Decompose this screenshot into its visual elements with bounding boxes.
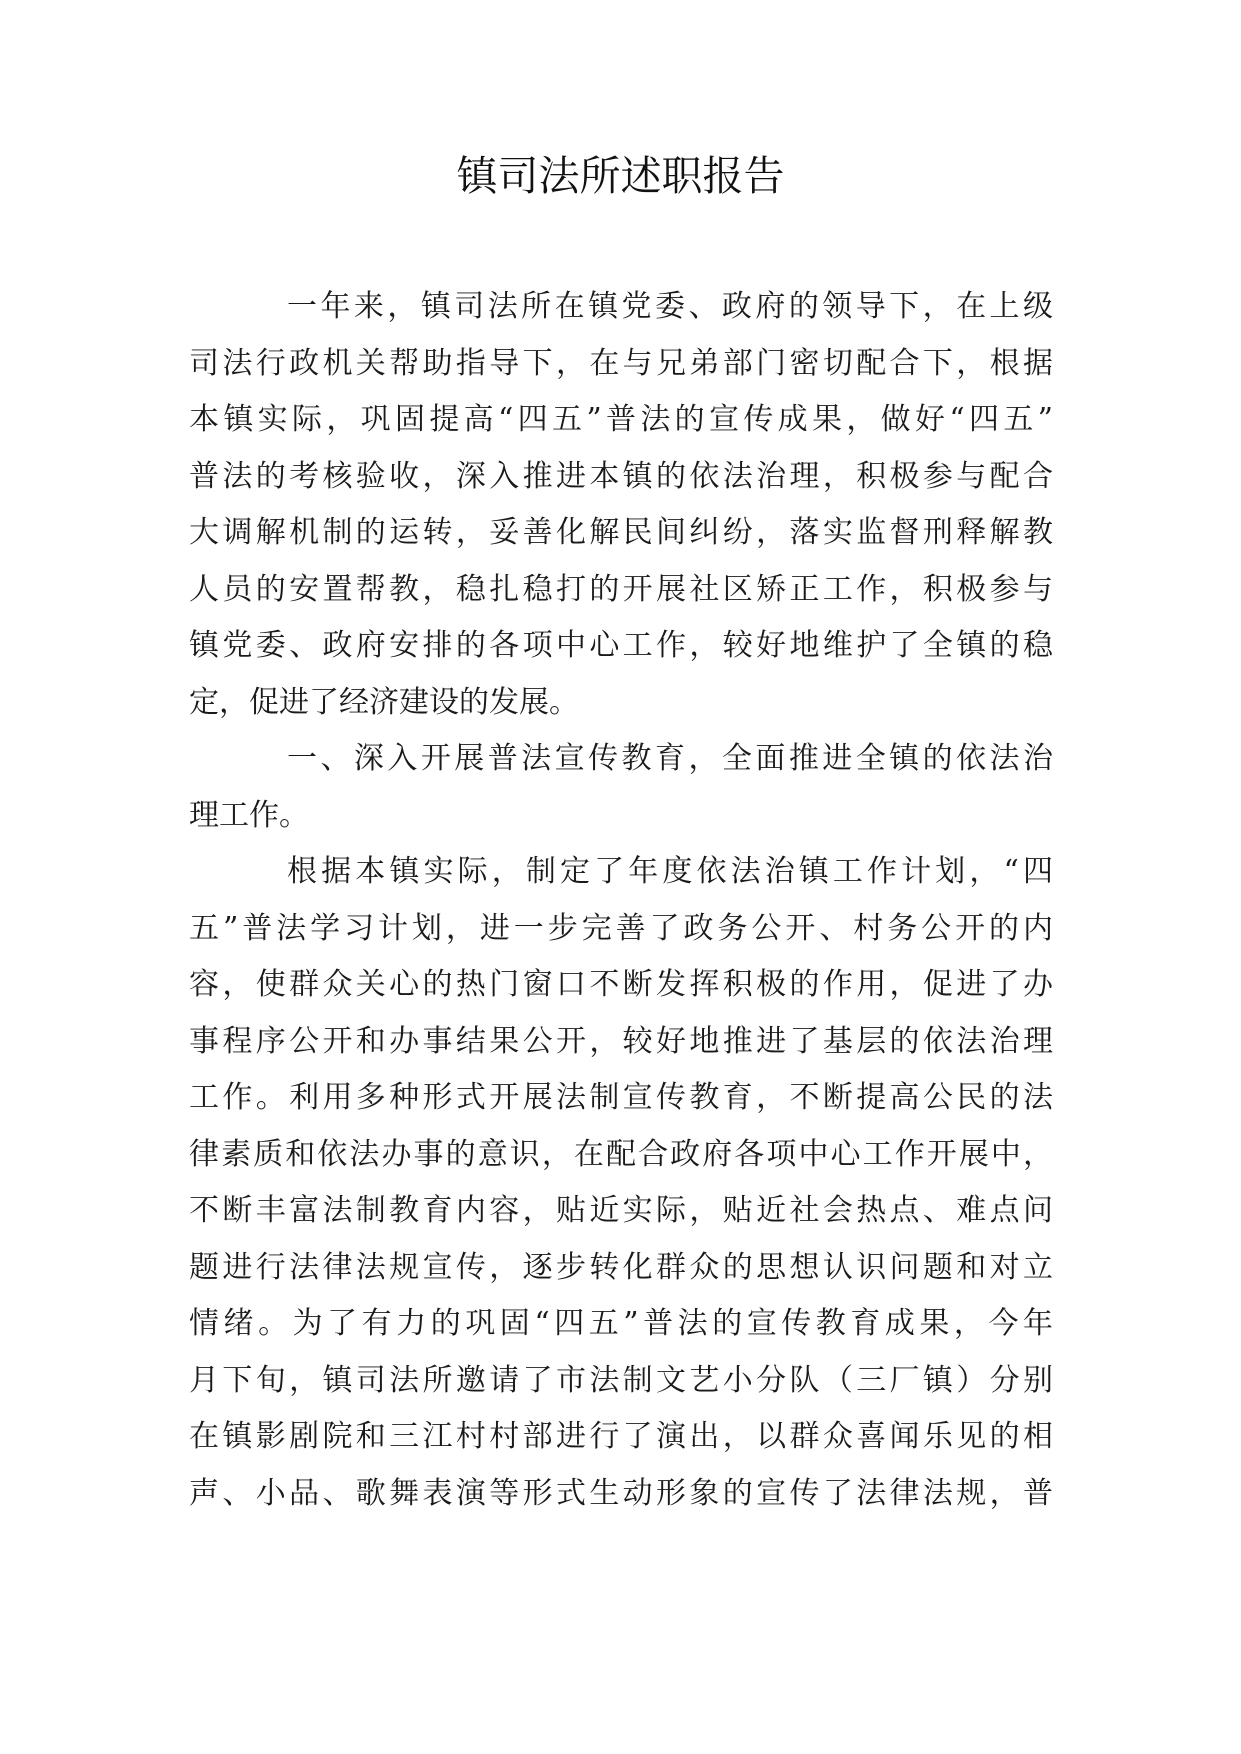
text-line: 一、深入开展普法宣传教育，全面推进全镇的依法治 [287, 741, 1053, 776]
document-title: 镇司法所述职报告 [456, 152, 785, 200]
text-line: 五”普法学习计划，进一步完善了政务公开、村务公开的内 [189, 910, 1053, 946]
text-line: 一年来，镇司法所在镇党委、政府的领导下，在上级 [287, 289, 1053, 324]
text-line: 事程序公开和办事结果公开，较好地推进了基层的依法治理 [189, 1023, 1053, 1059]
text-line: 本镇实际，巩固提高“四五”普法的宣传成果，做好“四五” [189, 402, 1053, 437]
text-line: 月下旬，镇司法所邀请了市法制文艺小分队（三厂镇）分别 [189, 1362, 1053, 1398]
text-line: 普法的考核验收，深入推进本镇的依法治理，积极参与配合 [189, 458, 1053, 494]
text-line: 不断丰富法制教育内容，贴近实际，贴近社会热点、难点问 [189, 1193, 1053, 1228]
text-line: 定，促进了经济建设的发展。 [189, 684, 579, 720]
text-line: 工作。利用多种形式开展法制宣传教育，不断提高公民的法 [189, 1080, 1053, 1115]
text-line: 在镇影剧院和三江村村部进行了演出，以群众喜闻乐见的相 [189, 1419, 1053, 1454]
text-line: 容，使群众关心的热门窗口不断发挥积极的作用，促进了办 [189, 967, 1053, 1002]
text-line: 大调解机制的运转，妥善化解民间纠纷，落实监督刑释解教 [189, 515, 1053, 550]
text-line: 声、小品、歌舞表演等形式生动形象的宣传了法律法规，普 [189, 1475, 1053, 1511]
document-body [189, 279, 1053, 1522]
text-line: 镇党委、政府安排的各项中心工作，较好地维护了全镇的稳 [189, 628, 1053, 663]
text-line: 理工作。 [189, 797, 309, 833]
text-line: 题进行法律法规宣传，逐步转化群众的思想认识问题和对立 [189, 1249, 1053, 1285]
text-line: 人员的安置帮教，稳扎稳打的开展社区矫正工作，积极参与 [189, 571, 1053, 607]
text-line: 律素质和依法办事的意识，在配合政府各项中心工作开展中， [189, 1136, 1053, 1172]
text-line: 根据本镇实际，制定了年度依法治镇工作计划，“四 [287, 854, 1053, 889]
text-line: 司法行政机关帮助指导下，在与兄弟部门密切配合下，根据 [189, 345, 1053, 381]
text-line: 情绪。为了有力的巩固“四五”普法的宣传教育成果，今年 [189, 1306, 1053, 1341]
